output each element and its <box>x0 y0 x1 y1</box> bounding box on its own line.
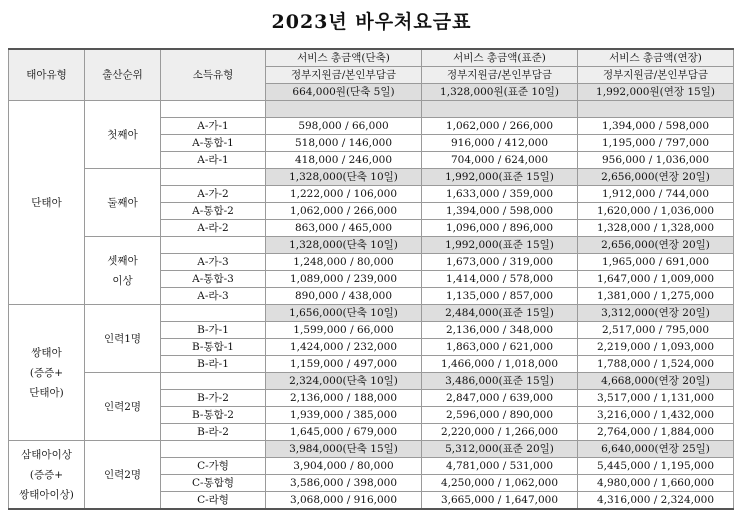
amount-cell: 1,912,000 / 744,000 <box>578 186 734 203</box>
amount-cell: 1,633,000 / 359,000 <box>422 186 578 203</box>
total-cell <box>266 101 422 118</box>
amount-cell: 1,424,000 / 232,000 <box>266 339 422 356</box>
page-title: 2023년 바우처요금표 <box>271 11 472 33</box>
total-cell: 1,992,000(표준 15일) <box>422 169 578 186</box>
amount-cell: 2,220,000 / 1,266,000 <box>422 424 578 441</box>
total-cell: 3,486,000(표준 15일) <box>422 373 578 390</box>
income-type-cell: A-라-1 <box>161 152 266 169</box>
header-row-1 <box>9 49 734 67</box>
birth-order-cell: 둘째아 <box>85 169 161 237</box>
amount-cell: 1,159,000 / 497,000 <box>266 356 422 373</box>
total-cell: 3,984,000(단축 15일) <box>266 441 422 458</box>
total-cell: 6,640,000(연장 25일) <box>578 441 734 458</box>
amount-cell: 3,517,000 / 1,131,000 <box>578 390 734 407</box>
birth-order-cell: 첫째아 <box>85 101 161 169</box>
income-type-cell: A-통합-2 <box>161 203 266 220</box>
total-row <box>9 441 734 458</box>
amount-cell: 1,673,000 / 319,000 <box>422 254 578 271</box>
income-type-cell: B-가-1 <box>161 322 266 339</box>
total-cell: 1,656,000(단축 10일) <box>266 305 422 322</box>
amount-cell: 863,000 / 465,000 <box>266 220 422 237</box>
amount-cell: 1,089,000 / 239,000 <box>266 271 422 288</box>
amount-cell: 1,248,000 / 80,000 <box>266 254 422 271</box>
income-type-cell <box>161 101 266 118</box>
header-split-extended: 정부지원금/본인부담금 <box>578 67 734 84</box>
amount-cell: 4,250,000 / 1,062,000 <box>422 475 578 492</box>
header-service-extended: 서비스 총금액(연장) <box>578 49 734 67</box>
income-type-cell: C-라형 <box>161 492 266 510</box>
amount-cell: 1,863,000 / 621,000 <box>422 339 578 356</box>
amount-cell: 3,216,000 / 1,432,000 <box>578 407 734 424</box>
total-cell: 1,992,000(표준 15일) <box>422 237 578 254</box>
income-type-cell: A-라-3 <box>161 288 266 305</box>
total-cell: 4,668,000(연장 20일) <box>578 373 734 390</box>
baby-type-cell: 쌍태아 (증증+ 단태아) <box>9 305 85 441</box>
income-type-cell: A-가-3 <box>161 254 266 271</box>
amount-cell: 1,394,000 / 598,000 <box>422 203 578 220</box>
birth-order-cell: 인력2명 <box>85 441 161 510</box>
amount-cell: 1,647,000 / 1,009,000 <box>578 271 734 288</box>
header-income-type: 소득유형 <box>161 49 266 101</box>
amount-cell: 1,414,000 / 578,000 <box>422 271 578 288</box>
header-service-short: 서비스 총금액(단축) <box>266 49 422 67</box>
amount-cell: 1,222,000 / 106,000 <box>266 186 422 203</box>
amount-cell: 956,000 / 1,036,000 <box>578 152 734 169</box>
total-cell: 2,484,000(표준 15일) <box>422 305 578 322</box>
income-type-cell <box>161 169 266 186</box>
amount-cell: 3,904,000 / 80,000 <box>266 458 422 475</box>
income-type-cell: C-통합형 <box>161 475 266 492</box>
amount-cell: 4,316,000 / 2,324,000 <box>578 492 734 510</box>
income-type-cell: C-가형 <box>161 458 266 475</box>
amount-cell: 1,062,000 / 266,000 <box>422 118 578 135</box>
amount-cell: 2,219,000 / 1,093,000 <box>578 339 734 356</box>
amount-cell: 1,599,000 / 66,000 <box>266 322 422 339</box>
total-cell <box>422 101 578 118</box>
total-row <box>9 101 734 118</box>
total-cell: 2,324,000(단축 10일) <box>266 373 422 390</box>
total-cell: 2,656,000(연장 20일) <box>578 169 734 186</box>
income-type-cell: B-가-2 <box>161 390 266 407</box>
amount-cell: 4,980,000 / 1,660,000 <box>578 475 734 492</box>
income-type-cell <box>161 373 266 390</box>
amount-cell: 1,620,000 / 1,036,000 <box>578 203 734 220</box>
income-type-cell: A-라-2 <box>161 220 266 237</box>
amount-cell: 418,000 / 246,000 <box>266 152 422 169</box>
baby-type-cell: 단태아 <box>9 101 85 305</box>
income-type-cell: B-통합-2 <box>161 407 266 424</box>
birth-order-cell: 셋째아 이상 <box>85 237 161 305</box>
income-type-cell: B-라-2 <box>161 424 266 441</box>
base-total-short: 664,000원(단축 5일) <box>266 84 422 101</box>
amount-cell: 2,136,000 / 188,000 <box>266 390 422 407</box>
header-birth-order: 출산순위 <box>85 49 161 101</box>
header-split-standard: 정부지원금/본인부담금 <box>422 67 578 84</box>
amount-cell: 1,096,000 / 896,000 <box>422 220 578 237</box>
amount-cell: 704,000 / 624,000 <box>422 152 578 169</box>
amount-cell: 3,665,000 / 1,647,000 <box>422 492 578 510</box>
amount-cell: 4,781,000 / 531,000 <box>422 458 578 475</box>
total-cell: 1,328,000(단축 10일) <box>266 237 422 254</box>
amount-cell: 1,939,000 / 385,000 <box>266 407 422 424</box>
header-split-short: 정부지원금/본인부담금 <box>266 67 422 84</box>
amount-cell: 1,965,000 / 691,000 <box>578 254 734 271</box>
amount-cell: 2,596,000 / 890,000 <box>422 407 578 424</box>
total-cell: 1,328,000(단축 10일) <box>266 169 422 186</box>
amount-cell: 2,136,000 / 348,000 <box>422 322 578 339</box>
amount-cell: 2,517,000 / 795,000 <box>578 322 734 339</box>
income-type-cell: A-가-1 <box>161 118 266 135</box>
birth-order-cell: 인력2명 <box>85 373 161 441</box>
amount-cell: 1,195,000 / 797,000 <box>578 135 734 152</box>
total-cell: 5,312,000(표준 20일) <box>422 441 578 458</box>
amount-cell: 1,135,000 / 857,000 <box>422 288 578 305</box>
total-row <box>9 237 734 254</box>
amount-cell: 3,068,000 / 916,000 <box>266 492 422 510</box>
voucher-fee-table <box>8 48 734 510</box>
amount-cell: 2,847,000 / 639,000 <box>422 390 578 407</box>
header-baby-type: 태아유형 <box>9 49 85 101</box>
amount-cell: 1,062,000 / 266,000 <box>266 203 422 220</box>
total-row <box>9 305 734 322</box>
income-type-cell <box>161 305 266 322</box>
income-type-cell: A-가-2 <box>161 186 266 203</box>
income-type-cell <box>161 237 266 254</box>
base-total-standard: 1,328,000원(표준 10일) <box>422 84 578 101</box>
income-type-cell: A-통합-1 <box>161 135 266 152</box>
amount-cell: 1,328,000 / 1,328,000 <box>578 220 734 237</box>
amount-cell: 1,394,000 / 598,000 <box>578 118 734 135</box>
income-type-cell <box>161 441 266 458</box>
total-cell: 2,656,000(연장 20일) <box>578 237 734 254</box>
total-row <box>9 373 734 390</box>
birth-order-cell: 인력1명 <box>85 305 161 373</box>
amount-cell: 890,000 / 438,000 <box>266 288 422 305</box>
income-type-cell: B-통합-1 <box>161 339 266 356</box>
amount-cell: 5,445,000 / 1,195,000 <box>578 458 734 475</box>
base-total-extended: 1,992,000원(연장 15일) <box>578 84 734 101</box>
amount-cell: 2,764,000 / 1,884,000 <box>578 424 734 441</box>
header-service-standard: 서비스 총금액(표준) <box>422 49 578 67</box>
amount-cell: 1,466,000 / 1,018,000 <box>422 356 578 373</box>
baby-type-cell: 삼태아이상 (증증+ 쌍태아이상) <box>9 441 85 510</box>
total-cell <box>578 101 734 118</box>
amount-cell: 1,381,000 / 1,275,000 <box>578 288 734 305</box>
amount-cell: 1,645,000 / 679,000 <box>266 424 422 441</box>
income-type-cell: B-라-1 <box>161 356 266 373</box>
amount-cell: 1,788,000 / 1,524,000 <box>578 356 734 373</box>
amount-cell: 518,000 / 146,000 <box>266 135 422 152</box>
income-type-cell: A-통합-3 <box>161 271 266 288</box>
amount-cell: 3,586,000 / 398,000 <box>266 475 422 492</box>
total-row <box>9 169 734 186</box>
total-cell: 3,312,000(연장 20일) <box>578 305 734 322</box>
amount-cell: 598,000 / 66,000 <box>266 118 422 135</box>
amount-cell: 916,000 / 412,000 <box>422 135 578 152</box>
